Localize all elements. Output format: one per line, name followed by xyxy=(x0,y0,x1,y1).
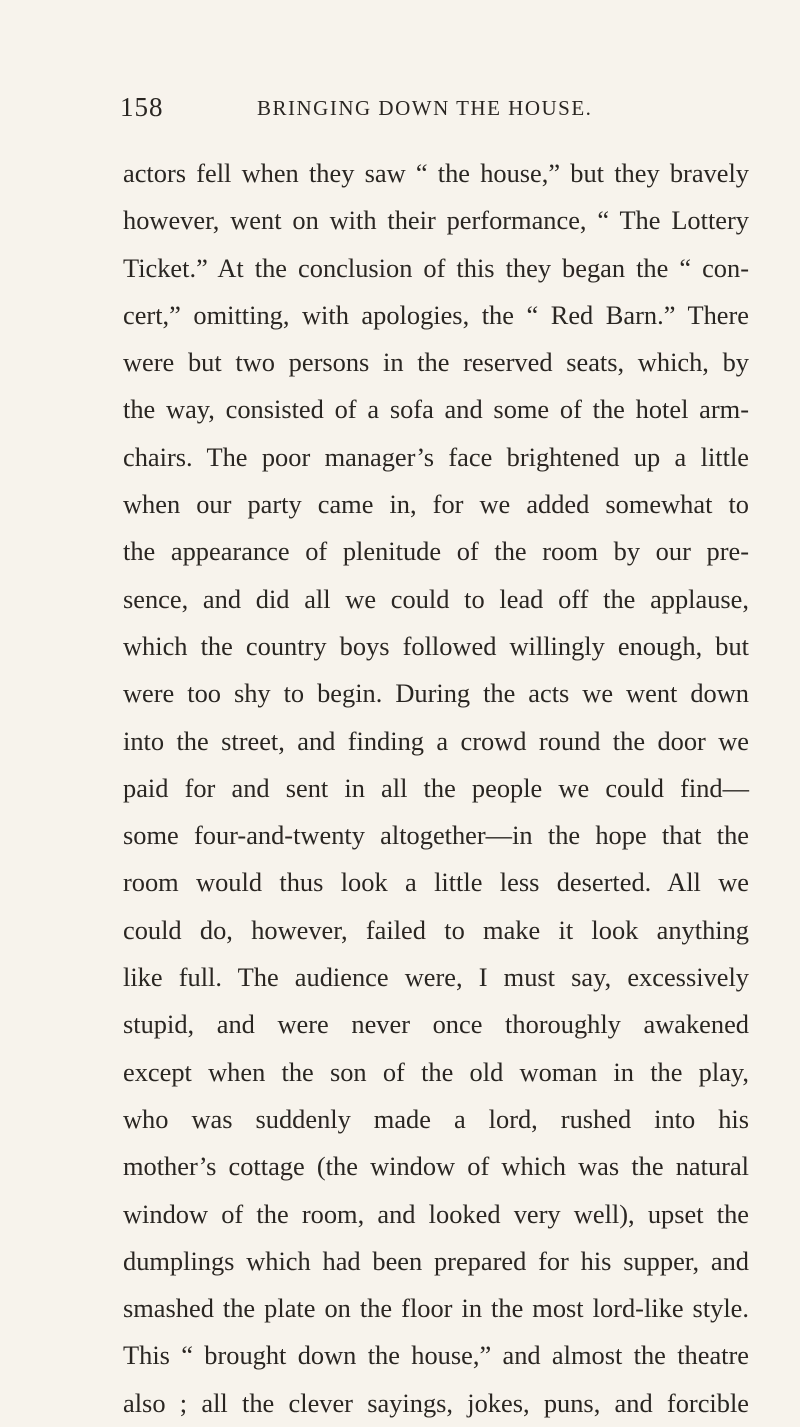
text-line: paid for and sent in all the people we could find— xyxy=(123,772,749,803)
text-line: however, went on with their performance, “ The Lottery xyxy=(123,205,749,236)
text-line: some four-and-twenty altogether—in the hope that the xyxy=(123,820,749,851)
text-line: window of the room, and looked very well), upset the xyxy=(123,1198,749,1229)
text-line: This “ brought down the house,” and almost the theatre xyxy=(123,1340,749,1371)
text-line: smashed the plate on the floor in the most lord-like style. xyxy=(123,1293,749,1324)
text-line: dumplings which had been prepared for his supper, and xyxy=(123,1245,749,1276)
text-line: Ticket.” At the conclusion of this they began the “ con- xyxy=(123,252,749,283)
text-line: who was suddenly made a lord, rushed into his xyxy=(123,1103,749,1134)
text-line: except when the son of the old woman in the play, xyxy=(123,1056,749,1087)
text-line: could do, however, failed to make it look anything xyxy=(123,914,749,945)
text-line: chairs. The poor manager’s face brightened up a little xyxy=(123,441,749,472)
text-line: actors fell when they saw “ the house,” but they bravely xyxy=(123,158,749,188)
text-line: stupid, and were never once thoroughly awakened xyxy=(123,1009,749,1040)
text-line: when our party came in, for we added somewhat to xyxy=(123,489,749,520)
text-line: sence, and did all we could to lead off the applause, xyxy=(123,583,749,614)
page-number: 158 xyxy=(120,92,164,122)
body-text xyxy=(123,150,749,1427)
text-line: were too shy to begin. During the acts we went down xyxy=(123,678,749,709)
running-head xyxy=(120,92,740,126)
text-line: cert,” omitting, with apologies, the “ Red Barn.” There xyxy=(123,299,749,330)
text-line: the appearance of plenitude of the room by our pre- xyxy=(123,536,749,567)
running-title: BRINGING DOWN THE HOUSE. xyxy=(257,96,593,120)
text-line: also ; all the clever sayings, jokes, puns, and forcible xyxy=(123,1387,749,1418)
text-line: which the country boys followed willingly enough, but xyxy=(123,630,749,661)
text-line: were but two persons in the reserved seats, which, by xyxy=(123,347,749,378)
text-line: like full. The audience were, I must say, excessively xyxy=(123,962,749,993)
text-line: room would thus look a little less deserted. All we xyxy=(123,867,749,898)
text-line: into the street, and finding a crowd round the door we xyxy=(123,725,749,756)
text-line: the way, consisted of a sofa and some of the hotel arm- xyxy=(123,394,749,425)
text-line: mother’s cottage (the window of which was the natural xyxy=(123,1151,749,1182)
